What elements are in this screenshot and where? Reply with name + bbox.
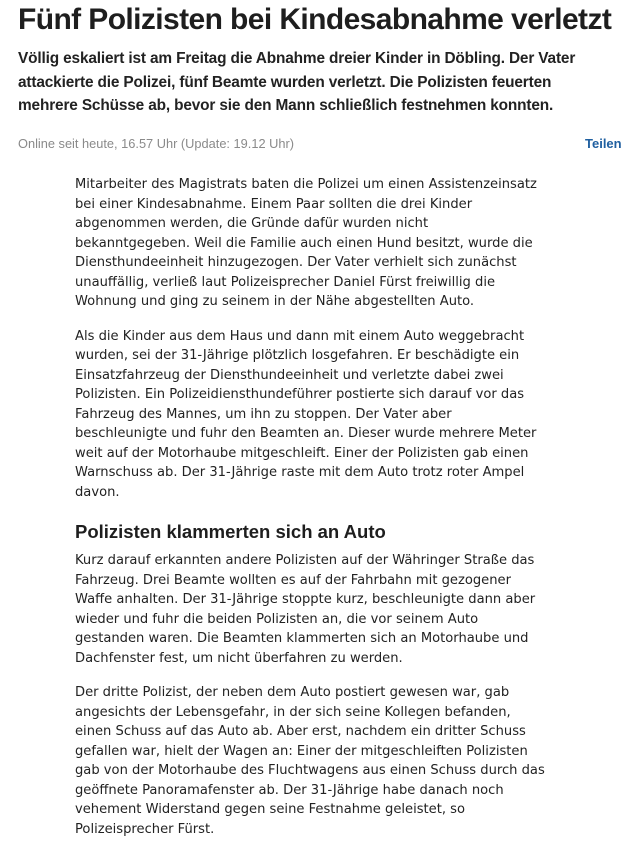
body-paragraph: Mitarbeiter des Magistrats baten die Polizei um einen Assistenzeinsatz bei einer Kindesabnahme. Einem Paar sollten die drei Kinder abgenommen werden, die Gründe dafür wurden nicht bekanntgegeben. Weil die Familie auch einen Hund besitzt, wurde die Diensthundeeinheit hinzugezogen. Der Vater verhielt sich zunächst unauffällig, verließ laut Polizeisprecher Daniel Fürst freiwillig die Wohnung und ging zu seinem in der Nähe abgestellten Auto. <box>75 177 537 309</box>
article-body <box>75 175 545 854</box>
publish-timestamp: Online seit heute, 16.57 Uhr (Update: 19.12 Uhr) <box>18 136 295 151</box>
section-heading: Polizisten klammerten sich an Auto <box>75 521 386 542</box>
body-paragraph: Der dritte Polizist, der neben dem Auto postiert gewesen war, gab angesichts der Lebensgefahr, in der sich seine Kollegen befanden, einen Schuss auf das Auto ab. Aber erst, nachdem ein dritter Schuss gefallen war, hielt der Wagen an: Einer der mitgeschleiften Polizisten gab von der Motorhaube des Fluchtwagens aus einen Schuss durch das geöffnete Panoramafenster ab. Der 31-Jährige habe danach noch vehement Widerstand gegen seine Festnahme geleistet, so Polizeisprecher Fürst. <box>75 685 545 837</box>
article-lead: Völlig eskaliert ist am Freitag die Abnahme dreier Kinder in Döbling. Der Vater attackierte die Polizei, fünf Beamte wurden verletzt. Die Polizisten feuerten mehrere Schüsse ab, bevor sie den Mann schließlich festnehmen konnten. <box>18 50 576 114</box>
body-paragraph: Kurz darauf erkannten andere Polizisten auf der Währinger Straße das Fahrzeug. Drei Beamte wollten es auf der Fahrbahn mit gezogener Waffe anhalten. Der 31-Jährige stoppte kurz, beschleunigte dann aber wieder und fuhr die beiden Polizisten an, die vor seinem Auto gestanden waren. Die Beamten klammerten sich an Motorhaube und Dachfenster fest, um nicht überfahren zu werden. <box>75 553 536 666</box>
share-link[interactable]: Teilen <box>585 136 622 151</box>
article-title: Fünf Polizisten bei Kindesabnahme verletzt <box>18 3 612 36</box>
body-paragraph: Als die Kinder aus dem Haus und dann mit einem Auto weggebracht wurden, sei der 31-Jährige plötzlich losgefahren. Er beschädigte ein Einsatzfahrzeug der Diensthundeeinheit und verletzte dabei zwei Polizisten. Ein Polizeidiensthundeführer postierte sich darauf vor das Fahrzeug des Mannes, um ihn zu stoppen. Der Vater aber beschleunigte und fuhr den Beamten an. Dieser wurde mehrere Meter weit auf der Motorhaube mitgeschleift. Einer der Polizisten gab einen Warnschuss ab. Der 31-Jährige raste mit dem Auto trotz roter Ampel davon. <box>75 328 537 500</box>
article-meta <box>18 134 622 154</box>
